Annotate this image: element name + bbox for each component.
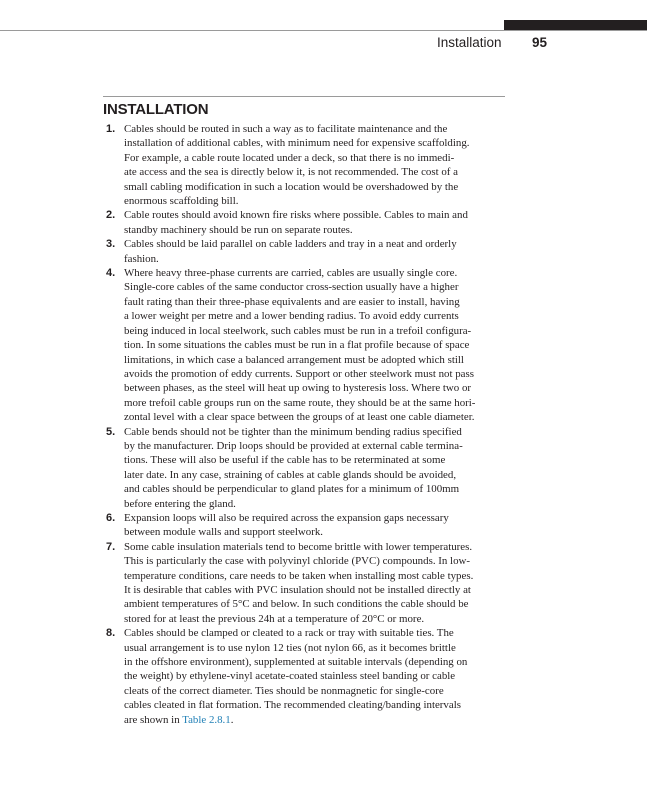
list-item <box>103 540 505 626</box>
item-line: tion. In some situations the cables must be run in a flat profile because of space <box>124 339 470 352</box>
list-item <box>103 208 505 237</box>
item-line: fault rating than their three-phase equivalents and are easier to install, having <box>124 295 460 308</box>
item-line: enormous scaffolding bill. <box>124 195 239 208</box>
item-line: stored for at least the previous 24h at a temperature of 20°C or more. <box>124 612 425 625</box>
item-line: more trefoil cable groups run on the same route, they should be at the same hori- <box>124 396 476 409</box>
item-number: 5. <box>106 425 116 438</box>
item-line: Some cable insulation materials tend to become brittle with lower temperatures. <box>124 540 473 553</box>
item-line: temperature conditions, care needs to be taken when installing most cable types. <box>124 569 474 582</box>
item-line: later date. In any case, straining of cables at cable glands should be avoided, <box>124 468 457 481</box>
item-number: 6. <box>106 511 116 524</box>
item-line: and cables should be perpendicular to gland plates for a minimum of 100mm <box>124 483 460 496</box>
item-line: tions. These will also be useful if the cable has to be reterminated at some <box>124 454 446 467</box>
item-line: being induced in local steelwork, such cables must be run in a trefoil configura- <box>124 324 472 337</box>
item-line: Cables should be routed in such a way as to facilitate maintenance and the <box>124 123 448 135</box>
item-line: This is particularly the case with polyvinyl chloride (PVC) compounds. In low- <box>124 555 471 568</box>
item-line: cleats of the correct diameter. Ties should be nonmagnetic for single-core <box>124 684 444 697</box>
item-number: 4. <box>106 267 116 280</box>
list-item <box>103 237 505 266</box>
item-number: 8. <box>106 627 116 640</box>
item-line: usual arrangement is to use nylon 12 ties (not nylon 66, as it becomes brittle <box>124 641 456 654</box>
item-line: by the manufacturer. Drip loops should be provided at external cable termina- <box>124 439 463 452</box>
section-rule <box>103 96 505 97</box>
item-line: Cable routes should avoid known fire risks where possible. Cables to main and <box>124 209 468 222</box>
page-number: 95 <box>532 35 548 50</box>
item-number: 1. <box>106 123 116 135</box>
item-line: ambient temperatures of 5°C and below. In such conditions the cable should be <box>124 598 469 611</box>
item-line: For example, a cable route located under a deck, so that there is no immedi- <box>124 151 455 164</box>
header-rule <box>0 30 647 31</box>
item-line: It is desirable that cables with PVC insulation should not be installed directly at <box>124 584 471 596</box>
item-line: the weight) by ethylene-vinyl acetate-coated stainless steel banding or cable <box>124 670 456 683</box>
item-line: limitations, in which case a balanced arrangement must be adopted which still <box>124 353 464 366</box>
table-reference-link[interactable]: Table 2.8.1 <box>182 713 231 726</box>
item-line: ate access and the sea is directly below it, is not recommended. The cost of a <box>124 166 458 179</box>
item-line: Cables should be clamped or cleated to a rack or tray with suitable ties. The <box>124 627 454 640</box>
item-line: a lower weight per metre and a lower bending radius. To avoid eddy currents <box>124 310 459 323</box>
item-number: 2. <box>106 209 116 222</box>
item-line: zontal level with a clear space between the groups of at least one cable diameter. <box>124 411 475 424</box>
item-line: avoids the promotion of eddy currents. Support or other steelwork must not pass <box>124 367 474 380</box>
list-item <box>103 122 505 208</box>
item-line: between phases, as the steel will heat up owing to hysteresis loss. Where two or <box>124 382 472 395</box>
item-line: Expansion loops will also be required across the expansion gaps necessary <box>124 511 449 524</box>
item-line: Cables should be laid parallel on cable ladders and tray in a neat and orderly <box>124 238 457 251</box>
list-item <box>103 425 505 511</box>
list-item <box>103 511 505 540</box>
item-line: Cable bends should not be tighter than the minimum bending radius specified <box>124 425 462 438</box>
item-number: 7. <box>106 540 116 553</box>
section-title: INSTALLATION <box>103 101 209 118</box>
item-line: cables cleated in flat formation. The recommended cleating/banding intervals <box>124 699 461 712</box>
item-line: Single-core cables of the same conductor cross-section usually have a higher <box>124 281 459 294</box>
item-line: fashion. <box>124 252 159 265</box>
item-last-line <box>124 713 505 727</box>
item-line: small cabling modification in such a location would be overshadowed by the <box>124 180 459 193</box>
list-item <box>103 266 505 424</box>
item-line: in the offshore environment), supplemented at suitable intervals (depending on <box>124 656 468 669</box>
item-line: installation of additional cables, with minimum need for expensive scaffolding. <box>124 137 470 150</box>
item-number: 3. <box>106 238 116 251</box>
installation-list <box>103 122 505 727</box>
last-line-prefix: are shown in <box>124 713 183 726</box>
item-line: Where heavy three-phase currents are carried, cables are usually single core. <box>124 267 458 280</box>
running-head: Installation <box>437 35 502 50</box>
item-line: standby machinery should be run on separate routes. <box>124 223 353 236</box>
list-item <box>103 626 505 727</box>
item-line: between module walls and support steelwork. <box>124 526 324 539</box>
item-line: before entering the gland. <box>124 497 236 510</box>
last-line-suffix: . <box>230 713 234 726</box>
